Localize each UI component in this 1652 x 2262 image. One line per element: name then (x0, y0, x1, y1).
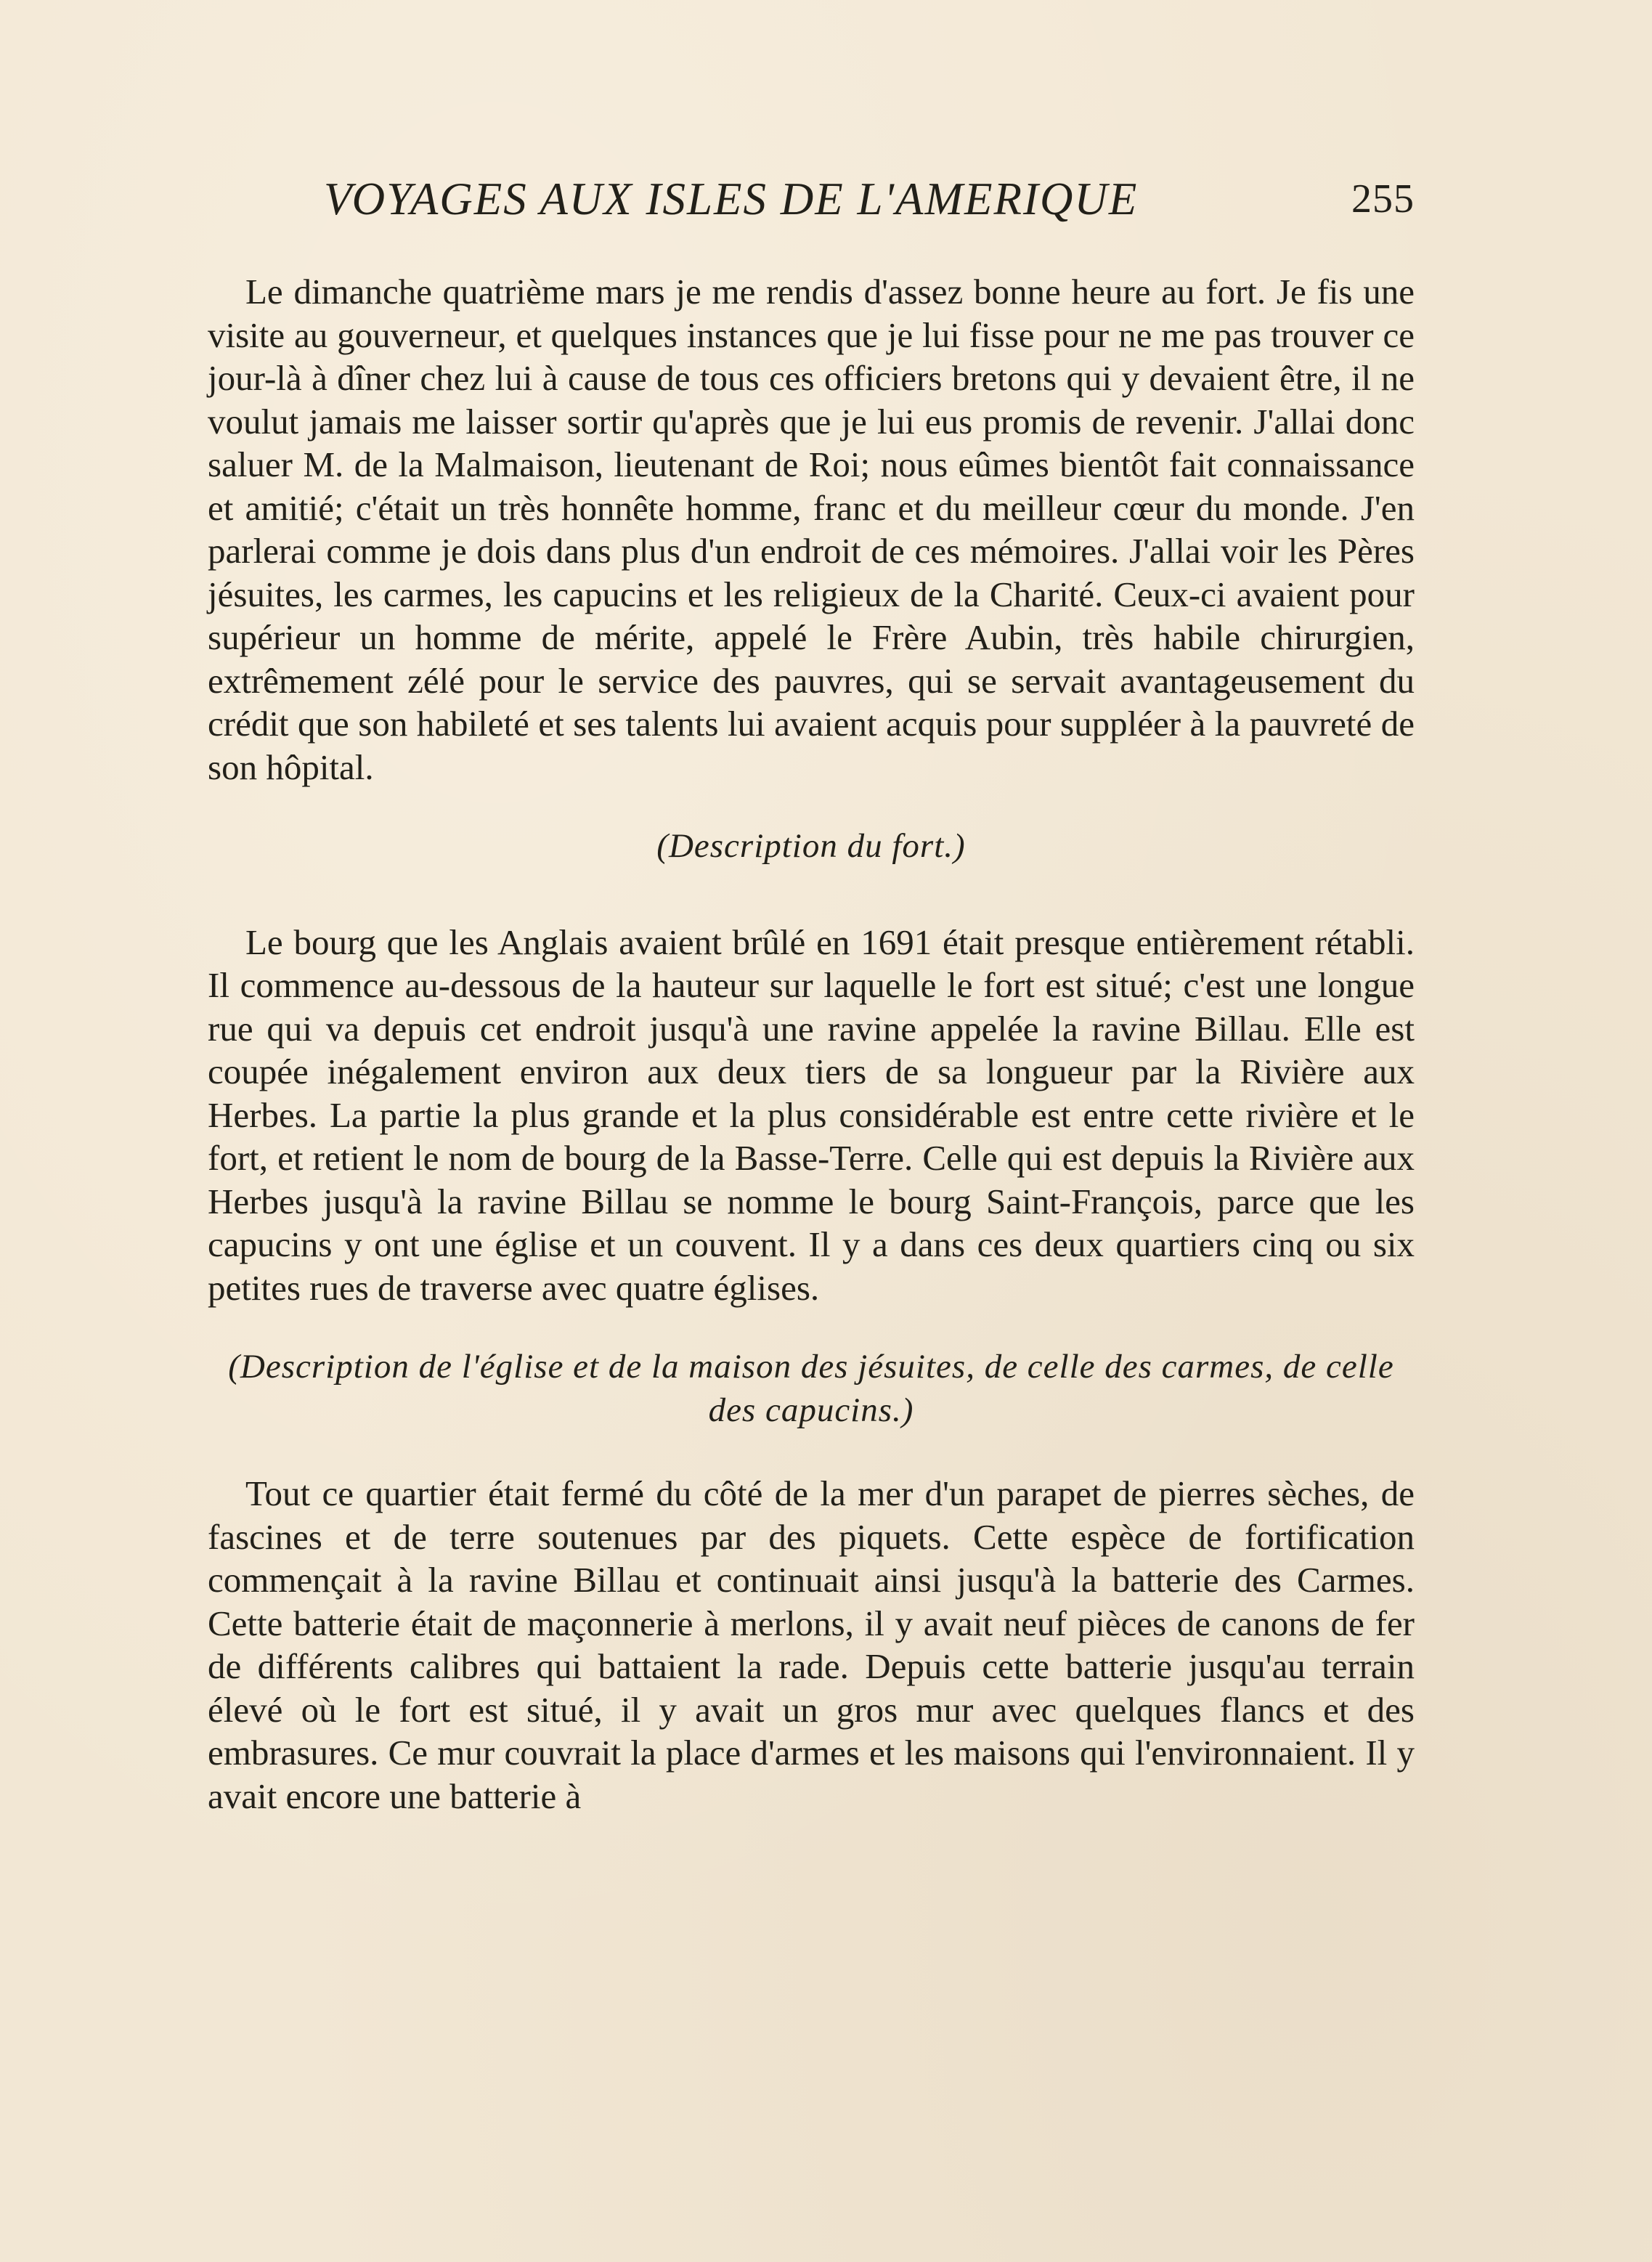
page-number: 255 (1351, 176, 1415, 221)
paragraph-bourg: Le bourg que les Anglais avaient brûlé en 1691 était presque entièrement rétabli. Il commence au-dessous de la hauteur sur laquelle le fort est situé; c'est une longue rue qui va depuis cet endroit jusqu'à une ravine appelée la ravine Billau. Elle est coupée inégalement environ aux deux tiers de sa longueur par la Rivière aux Herbes. La partie la plus grande et la plus considérable est entre cette rivière et le fort, et retient le nom de bourg de la Basse-Terre. Celle qui est depuis la Rivière aux Herbes jusqu'à la ravine Billau se nomme le bourg Saint-François, parce que les capucins y ont une église et un couvent. Il y a dans ces deux quartiers cinq ou six petites rues de traverse avec quatre églises. (208, 922, 1415, 1308)
paragraph-fortifications: Tout ce quartier était fermé du côté de la mer d'un parapet de pierres sèches, de fascines et de terre soutenues par des piquets. Cette espèce de fortification commençait à la ravine Billau et continuait ainsi jusqu'à la batterie des Carmes. Cette batterie était de maçonnerie à merlons, il y avait neuf pièces de canons de fer de différents calibres qui battaient la rade. Depuis cette batterie jusqu'au terrain élevé où le fort est situé, il y avait un gros mur avec quelques flancs et des embrasures. Ce mur couvrait la place d'armes et les maisons qui l'environnaient. Il y avait encore une batterie à (208, 1473, 1415, 1816)
running-head (208, 173, 1415, 231)
running-title: VOYAGES AUX ISLES DE L'AMERIQUE (324, 174, 1139, 224)
text-block (208, 270, 1415, 1818)
paragraph-visit-to-fort: Le dimanche quatrième mars je me rendis d'assez bonne heure au fort. Je fis une visite au gouverneur, et quelques instances que je lui fisse pour ne me pas trouver ce jour-là à dîner chez lui à cause de tous ces officiers bretons qui y devaient être, il ne voulut jamais me laisser sortir qu'après que je lui eus promis de revenir. J'allai donc saluer M. de la Malmaison, lieutenant de Roi; nous eûmes bientôt fait connaissance et amitié; c'était un très honnête homme, franc et du meilleur cœur du monde. J'en parlerai comme je dois dans plus d'un endroit de ces mémoires. J'allai voir les Pères jésuites, les carmes, les capucins et les religieux de la Charité. Ceux-ci avaient pour supérieur un homme de mérite, appelé le Frère Aubin, très habile chirurgien, extrêmement zélé pour le service des pauvres, qui se servait avantageusement du crédit que son habileté et ses talents lui avaient acquis pour suppléer à la pauvreté de son hôpital. (208, 272, 1415, 787)
subheading-description-eglises: (Description de l'église et de la maison des jésuites, de celle des carmes, de celle des capucins.) (228, 1348, 1394, 1429)
subheading-description-du-fort: (Description du fort.) (656, 827, 966, 865)
